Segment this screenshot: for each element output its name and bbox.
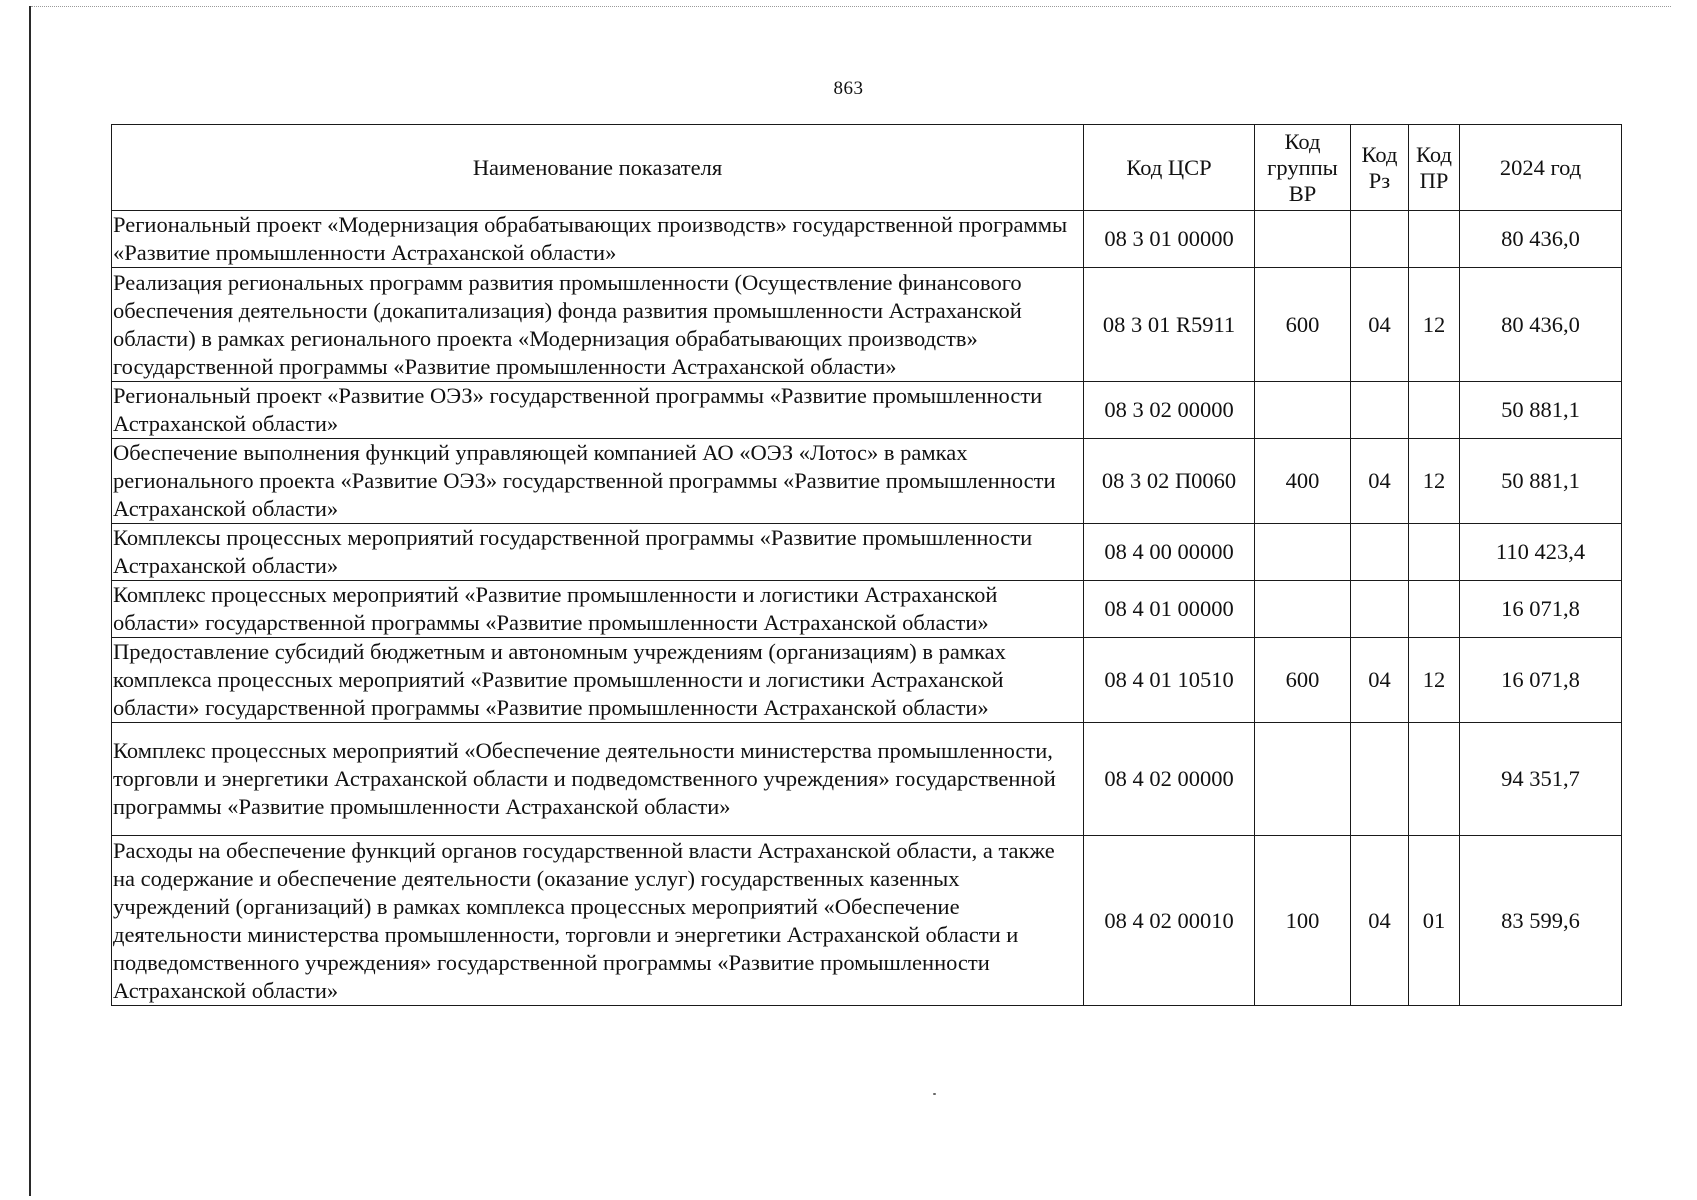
row-amount: 50 881,1 <box>1460 382 1622 439</box>
row-name: Региональный проект «Развитие ОЭЗ» государственной программы «Развитие промышленности Астраханской области» <box>112 382 1084 439</box>
header-rz-code: Код Рз <box>1351 125 1409 211</box>
row-vr-code <box>1255 211 1351 268</box>
header-vr-code: Код группы ВР <box>1255 125 1351 211</box>
row-csr-code: 08 3 01 R5911 <box>1084 268 1255 382</box>
table-row <box>112 211 1622 268</box>
row-vr-code <box>1255 524 1351 581</box>
row-amount: 94 351,7 <box>1460 723 1622 836</box>
row-vr-code <box>1255 581 1351 638</box>
row-rz-code <box>1351 211 1409 268</box>
scan-left-edge <box>29 6 31 1196</box>
row-name: Реализация региональных программ развития промышленности (Осуществление финансового обеспечения деятельности (докапитализация) фонда развития промышленности Астраханской области) в рамках регионального проекта «Модернизация обрабатывающих производств» государственной программы «Развитие промышленности Астраханской области» <box>112 268 1084 382</box>
table-row <box>112 723 1622 836</box>
row-rz-code <box>1351 524 1409 581</box>
row-rz-code <box>1351 723 1409 836</box>
table-row <box>112 638 1622 723</box>
row-pr-code <box>1409 211 1460 268</box>
page-number: 863 <box>833 78 864 99</box>
row-vr-code: 600 <box>1255 638 1351 723</box>
row-rz-code: 04 <box>1351 268 1409 382</box>
header-csr-code: Код ЦСР <box>1084 125 1255 211</box>
row-pr-code <box>1409 524 1460 581</box>
row-name: Региональный проект «Модернизация обрабатывающих производств» государственной программы «Развитие промышленности Астраханской области» <box>112 211 1084 268</box>
row-vr-code: 100 <box>1255 836 1351 1006</box>
budget-table <box>111 124 1622 1006</box>
table-header-row <box>112 125 1622 211</box>
row-rz-code <box>1351 382 1409 439</box>
row-pr-code <box>1409 382 1460 439</box>
row-amount: 110 423,4 <box>1460 524 1622 581</box>
row-rz-code <box>1351 581 1409 638</box>
row-amount: 83 599,6 <box>1460 836 1622 1006</box>
row-rz-code: 04 <box>1351 439 1409 524</box>
row-name: Предоставление субсидий бюджетным и автономным учреждениям (организациям) в рамках комплекса процессных мероприятий «Развитие промышленности и логистики Астраханской области» государственной программы «Развитие промышленности Астраханской области» <box>112 638 1084 723</box>
row-csr-code: 08 3 01 00000 <box>1084 211 1255 268</box>
table-row <box>112 581 1622 638</box>
row-name: Комплекс процессных мероприятий «Обеспечение деятельности министерства промышленности, торговли и энергетики Астраханской области и подведомственного учреждения» государственной программы «Развитие промышленности Астраханской области» <box>112 723 1084 836</box>
row-pr-code: 01 <box>1409 836 1460 1006</box>
row-csr-code: 08 4 02 00010 <box>1084 836 1255 1006</box>
row-amount: 80 436,0 <box>1460 268 1622 382</box>
row-amount: 16 071,8 <box>1460 581 1622 638</box>
row-csr-code: 08 4 02 00000 <box>1084 723 1255 836</box>
row-name: Комплексы процессных мероприятий государственной программы «Развитие промышленности Астраханской области» <box>112 524 1084 581</box>
scan-speck <box>933 1093 936 1095</box>
header-pr-code: Код ПР <box>1409 125 1460 211</box>
row-amount: 80 436,0 <box>1460 211 1622 268</box>
row-name: Расходы на обеспечение функций органов государственной власти Астраханской области, а также на содержание и обеспечение деятельности (оказание услуг) государственных казенных учреждений (организаций) в рамках комплекса процессных мероприятий «Обеспечение деятельности министерства промышленности, торговли и энергетики Астраханской области и подведомственного учреждения» государственной программы «Развитие промышленности Астраханской области» <box>112 836 1084 1006</box>
row-vr-code: 600 <box>1255 268 1351 382</box>
row-rz-code: 04 <box>1351 638 1409 723</box>
scan-top-edge <box>31 6 1671 7</box>
row-csr-code: 08 3 02 00000 <box>1084 382 1255 439</box>
row-pr-code: 12 <box>1409 268 1460 382</box>
table-row <box>112 382 1622 439</box>
row-vr-code: 400 <box>1255 439 1351 524</box>
table-row <box>112 439 1622 524</box>
row-vr-code <box>1255 723 1351 836</box>
row-vr-code <box>1255 382 1351 439</box>
row-csr-code: 08 4 01 00000 <box>1084 581 1255 638</box>
header-name: Наименование показателя <box>112 125 1084 211</box>
table-row <box>112 524 1622 581</box>
table-row <box>112 268 1622 382</box>
header-year: 2024 год <box>1460 125 1622 211</box>
row-pr-code <box>1409 723 1460 836</box>
row-amount: 50 881,1 <box>1460 439 1622 524</box>
row-name: Обеспечение выполнения функций управляющей компанией АО «ОЭЗ «Лотос» в рамках регионального проекта «Развитие ОЭЗ» государственной программы «Развитие промышленности Астраханской области» <box>112 439 1084 524</box>
row-pr-code <box>1409 581 1460 638</box>
row-csr-code: 08 3 02 П0060 <box>1084 439 1255 524</box>
row-csr-code: 08 4 01 10510 <box>1084 638 1255 723</box>
row-amount: 16 071,8 <box>1460 638 1622 723</box>
table-row <box>112 836 1622 1006</box>
row-name: Комплекс процессных мероприятий «Развитие промышленности и логистики Астраханской области» государственной программы «Развитие промышленности Астраханской области» <box>112 581 1084 638</box>
row-pr-code: 12 <box>1409 439 1460 524</box>
row-pr-code: 12 <box>1409 638 1460 723</box>
row-rz-code: 04 <box>1351 836 1409 1006</box>
row-csr-code: 08 4 00 00000 <box>1084 524 1255 581</box>
